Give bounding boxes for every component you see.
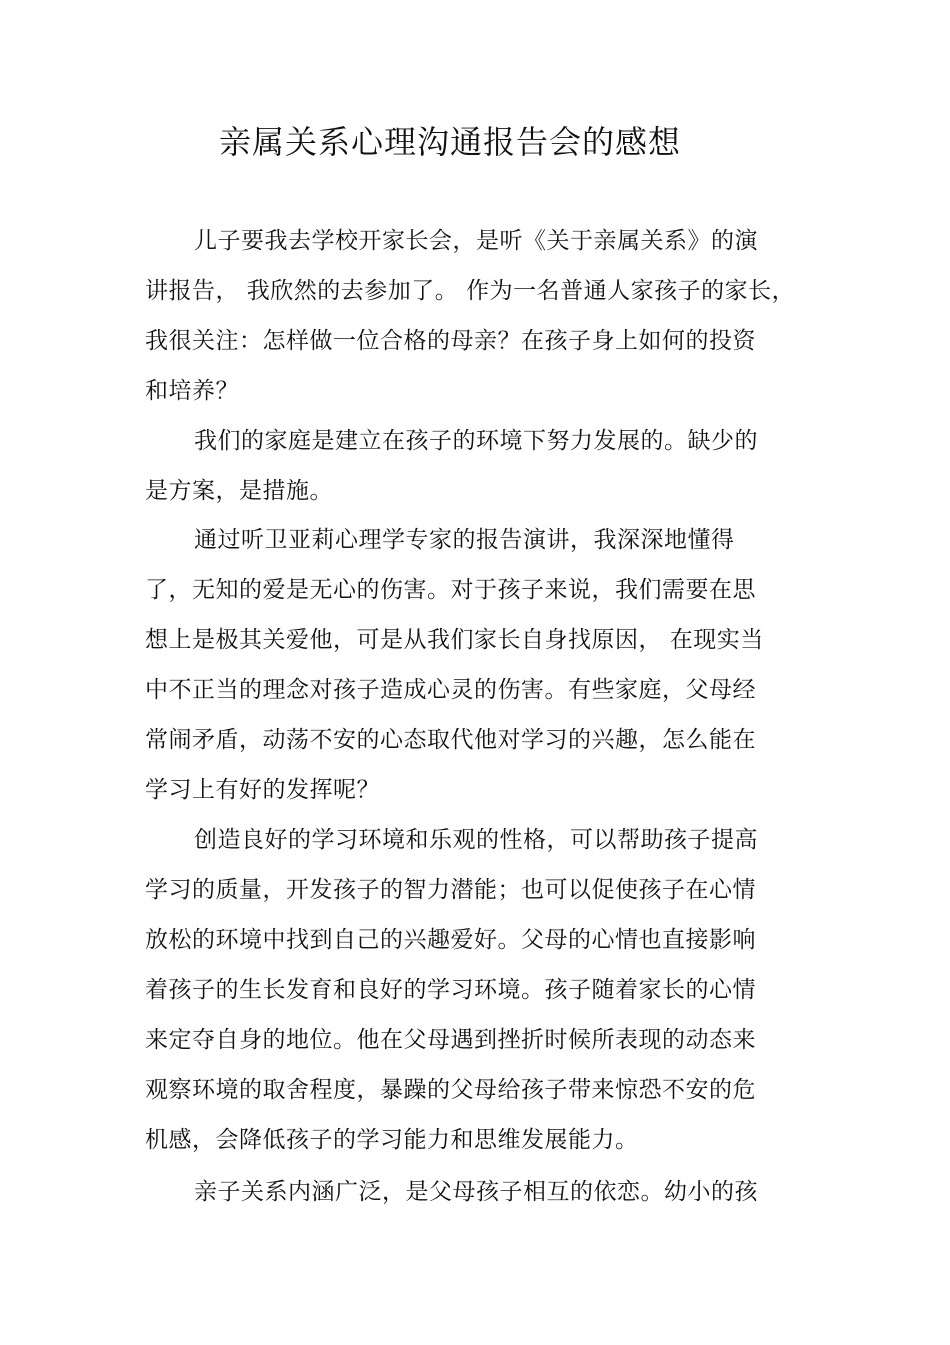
document-title: 亲属关系心理沟通报告会的感想 bbox=[218, 123, 681, 161]
paragraph-line: 观察环境的取舍程度，暴躁的父母给孩子带来惊恐不安的危 bbox=[145, 1077, 756, 1103]
paragraph-line: 我们的家庭是建立在孩子的环境下努力发展的。缺少的 bbox=[194, 428, 758, 454]
paragraph-line: 机感，会降低孩子的学习能力和思维发展能力。 bbox=[145, 1127, 639, 1153]
paragraph-line: 学习的质量，开发孩子的智力潜能；也可以促使孩子在心情 bbox=[145, 877, 756, 903]
paragraph-line: 中不正当的理念对孩子造成心灵的伤害。有些家庭，父母经 bbox=[145, 677, 756, 703]
paragraph-line: 是方案，是措施。 bbox=[145, 478, 333, 504]
paragraph-line: 放松的环境中找到自己的兴趣爱好。父母的心情也直接影响 bbox=[145, 927, 756, 953]
paragraph-line: 想上是极其关爱他，可是从我们家长自身找原因， 在现实当 bbox=[145, 627, 764, 653]
paragraph-line: 和培养？ bbox=[145, 378, 239, 404]
paragraph-line: 学习上有好的发挥呢？ bbox=[145, 777, 380, 803]
paragraph-line: 我很关注：怎样做一位合格的母亲？在孩子身上如何的投资 bbox=[145, 328, 756, 354]
paragraph-line: 常闹矛盾，动荡不安的心态取代他对学习的兴趣，怎么能在 bbox=[145, 727, 756, 753]
paragraph-line: 讲报告， 我欣然的去参加了。 作为一名普通人家孩子的家长， bbox=[145, 278, 796, 304]
paragraph-line: 儿子要我去学校开家长会，是听《关于亲属关系》的演 bbox=[194, 228, 758, 254]
paragraph-line: 亲子关系内涵广泛，是父母孩子相互的依恋。幼小的孩 bbox=[194, 1179, 758, 1205]
paragraph-line: 着孩子的生长发育和良好的学习环境。孩子随着家长的心情 bbox=[145, 977, 756, 1003]
paragraph-line: 创造良好的学习环境和乐观的性格，可以帮助孩子提高 bbox=[194, 827, 758, 853]
paragraph-line: 来定夺自身的地位。他在父母遇到挫折时候所表现的动态来 bbox=[145, 1027, 756, 1053]
paragraph-line: 通过听卫亚莉心理学专家的报告演讲，我深深地懂得 bbox=[194, 527, 735, 553]
paragraph-line: 了，无知的爱是无心的伤害。对于孩子来说，我们需要在思 bbox=[145, 577, 756, 603]
